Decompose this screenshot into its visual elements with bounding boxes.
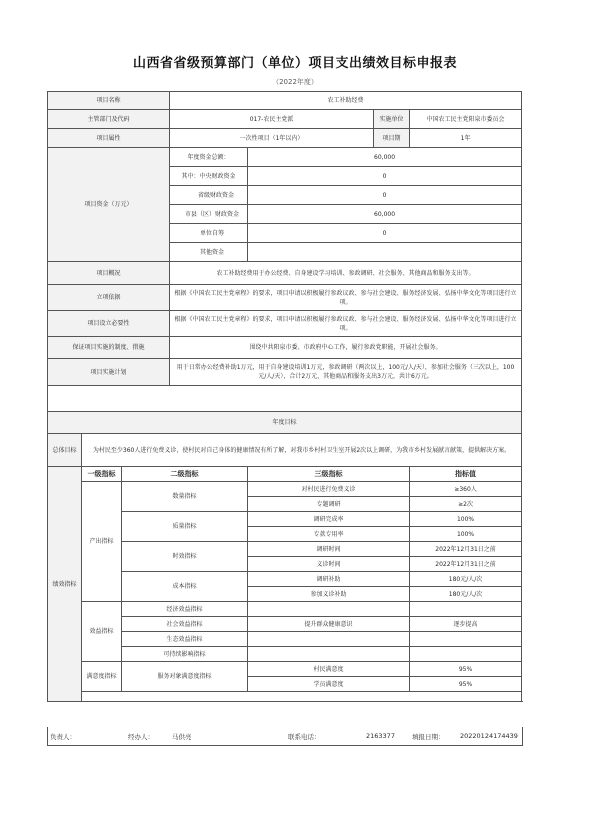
period-label: 项目期 <box>374 129 410 148</box>
header-level3: 三级指标 <box>248 467 410 482</box>
indicator-name: 专题调研 <box>248 497 410 512</box>
funds-row-value <box>248 243 522 262</box>
cost-indicator-label: 成本指标 <box>122 572 248 602</box>
attr-label: 项目属性 <box>48 129 170 148</box>
indicator-name: 调研完成率 <box>248 512 410 527</box>
indicator-value: 180元/人/次 <box>410 587 522 602</box>
guarantee-value: 围绕中共阳泉市委、市政府中心工作，履行参政党职能，开展社会服务。 <box>170 337 522 359</box>
indicator-name <box>248 602 410 617</box>
leader-label: 负责人： <box>50 733 76 741</box>
indicator-value: 100% <box>410 512 522 527</box>
overall-goal-value: 为村民至少360人进行免费义诊，使村民对自己身体的健康情况有所了解，对我市乡村村卫生室开展2次以上调研，为我市乡村发展献言献策，提供解决方案。 <box>82 434 522 467</box>
sustain-indicator-label: 可持续影响指标 <box>122 647 248 662</box>
indicator-value: 2022年12月31日之前 <box>410 542 522 557</box>
indicator-name: 学员满意度 <box>248 677 410 692</box>
funds-row-value: 0 <box>248 167 522 186</box>
guarantee-label: 保证项目实施的制度、措施 <box>48 337 170 359</box>
impl-unit-label: 实施单位 <box>374 110 410 129</box>
basis-value: 根据《中国农工民主党章程》的要求，项目申请以积极履行参政议政、参与社会建设、服务经济发展、弘扬中华文化等项目进行立项。 <box>170 285 522 311</box>
econ-indicator-label: 经济效益指标 <box>122 602 248 617</box>
quality-indicator-label: 质量指标 <box>122 512 248 542</box>
overview-label: 项目概况 <box>48 262 170 285</box>
phone-label: 联系电话： <box>288 733 321 741</box>
indicator-value: 95% <box>410 662 522 677</box>
date-label: 填报日期： <box>412 733 445 741</box>
time-indicator-label: 时效指标 <box>122 542 248 572</box>
indicator-name: 对村民进行免费义诊 <box>248 482 410 497</box>
indicator-name: 调研补助 <box>248 572 410 587</box>
dept-value: 017-农民主党派 <box>170 110 374 129</box>
form-year: （2022年度） <box>272 78 318 86</box>
necessity-label: 项目设立必要性 <box>48 311 170 337</box>
funds-row-value: 0 <box>248 186 522 205</box>
indicator-name: 参加义诊补助 <box>248 587 410 602</box>
satisfaction-indicator-label: 满意度指标 <box>82 662 122 692</box>
funds-row-value: 60,000 <box>248 205 522 224</box>
funds-row-label: 其他资金 <box>170 243 248 262</box>
service-satisfaction-label: 服务对象满意度指标 <box>122 662 248 692</box>
blank-row <box>48 386 522 412</box>
funds-row-label: 其中：中央财政资金 <box>170 167 248 186</box>
performance-form-table <box>47 91 522 702</box>
period-value: 1年 <box>410 129 522 148</box>
indicator-value <box>410 647 522 662</box>
annual-goal-label: 年度目标 <box>48 412 522 434</box>
indicator-name: 提升群众健康意识 <box>248 617 410 632</box>
funds-label: 项目资金（万元） <box>48 148 170 262</box>
funds-row-label: 省级财政资金 <box>170 186 248 205</box>
header-value: 指标值 <box>410 467 522 482</box>
funds-row-value: 60,000 <box>248 148 522 167</box>
indicator-name: 村民满意度 <box>248 662 410 677</box>
form-title: 山西省省级预算部门（单位）项目支出绩效目标申报表 <box>132 56 457 71</box>
indicator-name: 调研时间 <box>248 542 410 557</box>
indicator-value: 100% <box>410 527 522 542</box>
indicator-name: 义诊时间 <box>248 557 410 572</box>
impl-unit-value: 中国农工民主党阳泉市委员会 <box>410 110 522 129</box>
handler-name: 马供亮 <box>172 733 192 741</box>
header-level2: 二级指标 <box>122 467 248 482</box>
overview-value: 农工补助经费用于办公经费、自身建设学习培训、参政调研、社会服务、其他商品和服务支出等。 <box>170 262 522 285</box>
output-indicator-label: 产出指标 <box>82 482 122 602</box>
social-indicator-label: 社会效益指标 <box>122 617 248 632</box>
overall-goal-label: 总体目标 <box>48 434 82 467</box>
dept-label: 主管部门及代码 <box>48 110 170 129</box>
attr-value: 一次性项目（1年以内） <box>170 129 374 148</box>
phone-value: 2163377 <box>366 732 395 740</box>
basis-label: 立项依据 <box>48 285 170 311</box>
funds-row-label: 年度资金总额： <box>170 148 248 167</box>
blank-row <box>82 692 522 702</box>
indicator-value: 95% <box>410 677 522 692</box>
indicator-name <box>248 632 410 647</box>
header-level1: 一级指标 <box>82 467 122 482</box>
indicator-name: 专款专用率 <box>248 527 410 542</box>
project-name-label: 项目名称 <box>48 92 170 110</box>
quantity-indicator-label: 数量指标 <box>122 482 248 512</box>
eco-indicator-label: 生态效益指标 <box>122 632 248 647</box>
indicator-value: 2022年12月31日之前 <box>410 557 522 572</box>
indicator-value: 180元/人/次 <box>410 572 522 587</box>
funds-row-value: 0 <box>248 224 522 243</box>
plan-value: 用于日常办公经费补助1万元，用于自身建设培训1万元，参政调研（两次以上，100元/人/天），参加社会服务（三次以上，100元/人/天），合计2万元，其他商品和服务支出3万元，共计6万元。 <box>170 359 522 386</box>
indicator-value <box>410 602 522 617</box>
indicator-value <box>410 632 522 647</box>
plan-label: 项目实施计划 <box>48 359 170 386</box>
handler-label: 经办人： <box>128 733 154 741</box>
perf-side-label: 绩效指标 <box>48 467 82 702</box>
indicator-value: ≥2次 <box>410 497 522 512</box>
signature-footer <box>47 727 523 746</box>
project-name-value: 农工补助经费 <box>170 92 522 110</box>
date-value: 20220124174439 <box>460 732 518 740</box>
funds-row-label: 单位自筹 <box>170 224 248 243</box>
indicator-name <box>248 647 410 662</box>
benefit-indicator-label: 效益指标 <box>82 602 122 662</box>
necessity-value: 根据《中国农工民主党章程》的要求，项目申请以积极履行参政议政、参与社会建设、服务经济发展、弘扬中华文化等项目进行立项。 <box>170 311 522 337</box>
indicator-value: 逐步提高 <box>410 617 522 632</box>
funds-row-label: 市县（区）财政资金 <box>170 205 248 224</box>
indicator-value: ≥360人 <box>410 482 522 497</box>
